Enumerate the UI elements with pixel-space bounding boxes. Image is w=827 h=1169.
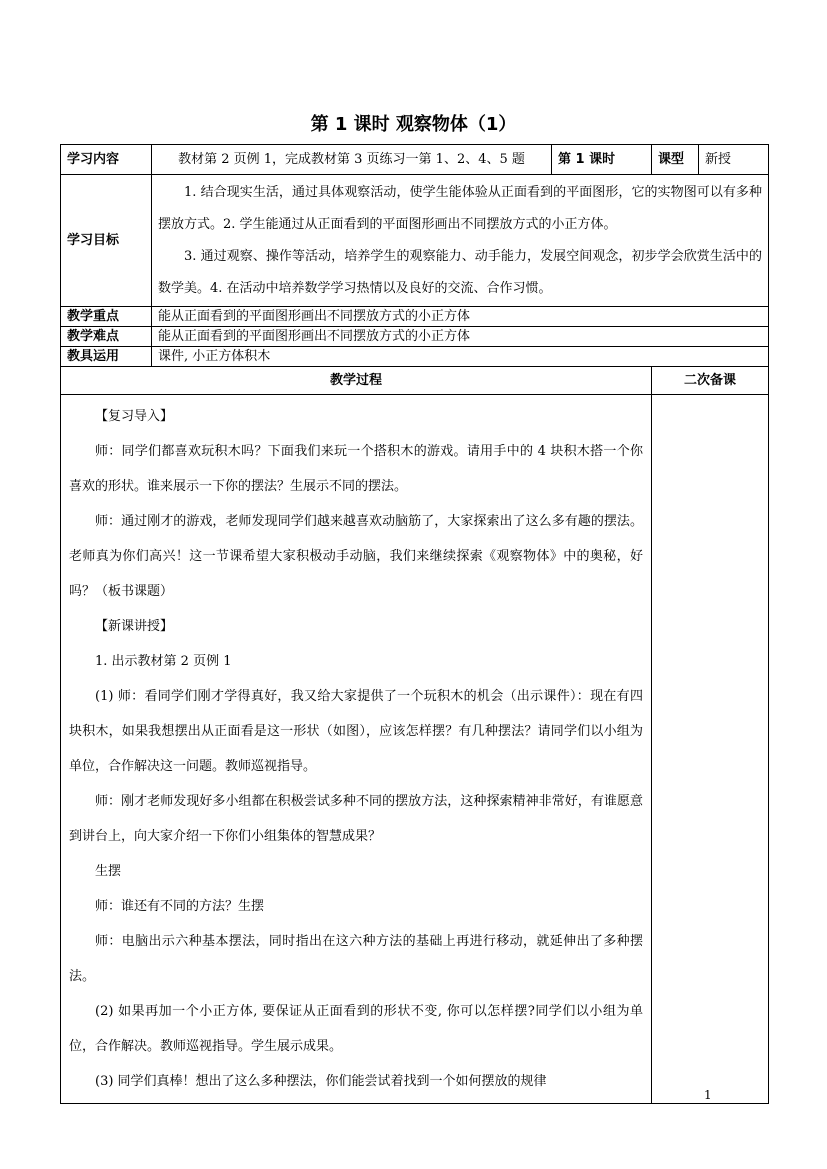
tools-value: 课件, 小正方体积木 (152, 347, 769, 367)
difficulty-label: 教学难点 (61, 327, 152, 347)
lesson-label: 第 1 课时 (552, 145, 652, 175)
process-paragraph: 师：电脑出示六种基本摆法，同时指出在这六种方法的基础上再进行移动，就延伸出了多种摆法。 (69, 934, 643, 984)
process-paragraph: (3) 同学们真棒！想出了这么多种摆法，你们能尝试着找到一个如何摆放的规律 (95, 1074, 547, 1089)
difficulty-value: 能从正面看到的平面图形画出不同摆放方式的小正方体 (152, 327, 769, 347)
process-row (61, 395, 769, 1104)
goals-row (61, 175, 769, 307)
process-paragraph: 师：同学们都喜欢玩积木吗？下面我们来玩一个搭积木的游戏。请用手中的 4 块积木搭一个你喜欢的形状。谁来展示一下你的摆法？生展示不同的摆法。 (69, 444, 643, 494)
process-paragraph: 师：谁还有不同的方法？生摆 (95, 899, 265, 914)
process-header-row (61, 367, 769, 395)
focus-row (61, 307, 769, 327)
focus-value: 能从正面看到的平面图形画出不同摆放方式的小正方体 (152, 307, 769, 327)
process-paragraph: 生摆 (95, 864, 122, 879)
goals-content (152, 175, 769, 307)
tools-row (61, 347, 769, 367)
process-paragraph: 【复习导入】 (95, 409, 174, 424)
process-paragraph: 师：通过刚才的游戏，老师发现同学们越来越喜欢动脑筋了，大家探索出了这么多有趣的摆法。老师真为你们高兴！这一节课希望大家积极动手动脑，我们来继续探索《观察物体》中的奥秘，好吗？（板书课题） (69, 514, 643, 599)
process-paragraph: (2) 如果再加一个小正方体, 要保证从正面看到的形状不变, 你可以怎样摆?同学们以小组为单位，合作解决。教师巡视指导。学生展示成果。 (69, 1004, 643, 1054)
content-label: 学习内容 (61, 145, 152, 175)
side-header: 二次备课 (652, 367, 769, 395)
process-paragraph: (1) 师：看同学们刚才学得真好，我又给大家提供了一个玩积木的机会（出示课件）：现在有四块积木，如果我想摆出从正面看是这一形状（如图），应该怎样摆？有几种摆法？请同学们以小组为单位，合作解决这一问题。教师巡视指导。 (69, 689, 643, 774)
tools-label: 教具运用 (61, 347, 152, 367)
page-number: 1 (704, 1088, 712, 1102)
process-paragraph: 1. 出示教材第 2 页例 1 (95, 654, 232, 669)
process-paragraph: 师：刚才老师发现好多小组都在积极尝试多种不同的摆放方法，这种探索精神非常好，有谁愿意到讲台上，向大家介绍一下你们小组集体的智慧成果？ (69, 794, 643, 844)
content-value: 教材第 2 页例 1，完成教材第 3 页练习一第 1、2、4、5 题 (152, 145, 552, 175)
content-row (61, 145, 769, 175)
focus-label: 教学重点 (61, 307, 152, 327)
type-value: 新授 (699, 145, 769, 175)
difficulty-row (61, 327, 769, 347)
side-notes-cell (652, 395, 769, 1104)
process-header: 教学过程 (61, 367, 652, 395)
type-label: 课型 (652, 145, 699, 175)
goals-paragraph-1: 1. 结合现实生活，通过具体观察活动，使学生能体验从正面看到的平面图形，它的实物图可以有多种摆放方式。2. 学生能通过从正面看到的平面图形画出不同摆放方式的小正方体。 (158, 184, 762, 232)
process-body (61, 395, 652, 1104)
process-paragraph: 【新课讲授】 (95, 619, 174, 634)
lesson-plan-table (60, 144, 769, 1104)
goals-paragraph-2: 3. 通过观察、操作等活动，培养学生的观察能力、动手能力，发展空间观念，初步学会欣赏生活中的数学美。4. 在活动中培养数学学习热情以及良好的交流、合作习惯。 (158, 248, 762, 296)
goals-label: 学习目标 (61, 175, 152, 307)
page-title: 第 1 课时 观察物体（1） (310, 114, 517, 135)
